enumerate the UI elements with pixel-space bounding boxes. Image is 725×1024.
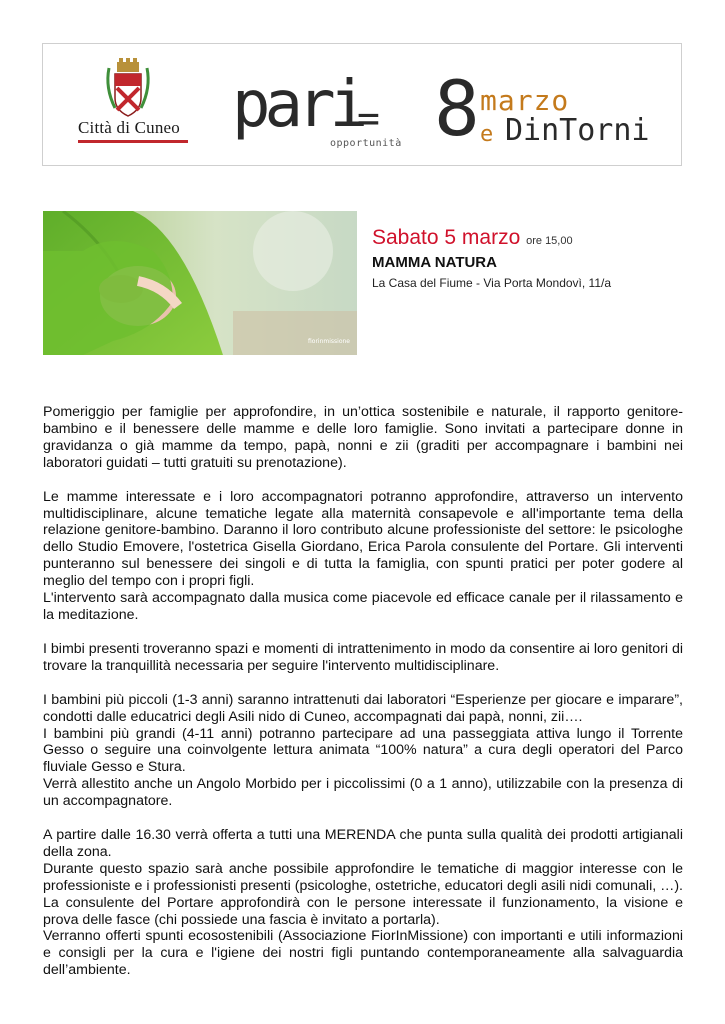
- paragraph: [43, 692, 683, 810]
- event-photo: [43, 211, 357, 355]
- event-place: La Casa del Fiume - Via Porta Mondovì, 11/a: [372, 276, 612, 290]
- paragraph-line: Le mamme interessate e i loro accompagnatori potranno approfondire, attraverso un intervento multidisciplinare, alcune tematiche legate alla maternità consapevole e all'importante tema della relazione genitore-bambino. Daranno il loro contributo alcune professioniste del settore: le psicologhe dello Studio Emovere, l'ostetrica Gisella Giordano, Erica Parola consulente del Portare. Gli interventi punteranno sul benessere dei singoli e di tutta la famiglia, con spunti pratici per poter godere al meglio del tempo con i propri figli.: [43, 488, 683, 590]
- paragraph-line: Verrà allestito anche un Angolo Morbido per i piccolissimi (0 a 1 anno), utilizzabile con la presenza di un accompagnatore.: [43, 776, 683, 810]
- paragraph: [43, 827, 683, 979]
- paragraph-line: I bambini più grandi (4-11 anni) potranno partecipare ad una passeggiata attiva lungo il Torrente Gesso o seguire una coinvolgente lettura animata “100% natura” a cura degli operatori del Parco fluviale Gesso e Stura.: [43, 725, 683, 776]
- paragraph-line: I bambini più piccoli (1-3 anni) saranno intrattenuti dai laboratori “Esperienze per giocare e imparare”, condotti dalle educatrici degli Asili nido di Cuneo, accompagnati dai papà, nonni, zii….: [43, 691, 683, 725]
- event-time: ore 15,00: [526, 235, 573, 247]
- paragraph: [43, 641, 683, 675]
- paragraph-line: I bimbi presenti troveranno spazi e momenti di intrattenimento in modo da consentire ai loro genitori di trovare la tranquillità necessaria per seguire l'intervento multidisciplinare.: [43, 640, 683, 674]
- event-title: [372, 226, 573, 250]
- dintorni-label: DinTorni: [505, 113, 650, 148]
- city-underline: [78, 140, 188, 143]
- city-name: Città di Cuneo: [78, 118, 180, 137]
- paragraph-line: A partire dalle 16.30 verrà offerta a tutti una MERENDA che punta sulla qualità dei prodotti artigianali della zona.: [43, 827, 683, 860]
- event-date: Sabato 5 marzo: [372, 226, 521, 249]
- pari-equals: =: [357, 96, 380, 140]
- paragraph: [43, 404, 683, 472]
- body-text: [43, 404, 683, 996]
- paragraph-line: Durante questo spazio sarà anche possibile approfondire le tematiche di maggior interesse con le professioniste e i professionisti presenti (psicologhe, ostetriche, educatori degli asili nidi comunali, …). La consulente del Portare approfondirà con le persone interessate il funzionamento, la visione e prova delle fasce (chi possiede una fascia è invitato a portarla).: [43, 860, 683, 928]
- paragraph: [43, 489, 683, 624]
- event-name: MAMMA NATURA: [372, 254, 497, 271]
- city-crest-icon: [103, 58, 153, 120]
- eight-logo: 8: [434, 64, 480, 153]
- paragraph-line: Pomeriggio per famiglie per approfondire, in un’ottica sostenibile e naturale, il rapporto genitore-bambino e il benessere delle mamme e delle loro famiglie. Sono invitati a partecipare donne in gravidanza o già mamme da tempo, papà, nonni e zii (graditi per accompagnare i bambini nei laboratori guidati – tutti gratuiti su prenotazione).: [43, 404, 683, 471]
- pari-logo: pari: [232, 68, 363, 142]
- e-label: e: [480, 122, 494, 147]
- opportunita-label: opportunità: [330, 138, 402, 149]
- paragraph-line: L'intervento sarà accompagnato dalla musica come piacevole ed efficace canale per il rilassamento e la meditazione.: [43, 590, 683, 623]
- paragraph-line: Verranno offerti spunti ecosostenibili (Associazione FiorInMissione) con importanti e utili informazioni e consigli per la cura e l'igiene dei nostri figli puntando contemporaneamente alla salvaguardia dell’ambiente.: [43, 928, 683, 979]
- photo-credit: fiorinmissione: [308, 338, 350, 345]
- marzo-label: marzo: [480, 84, 570, 117]
